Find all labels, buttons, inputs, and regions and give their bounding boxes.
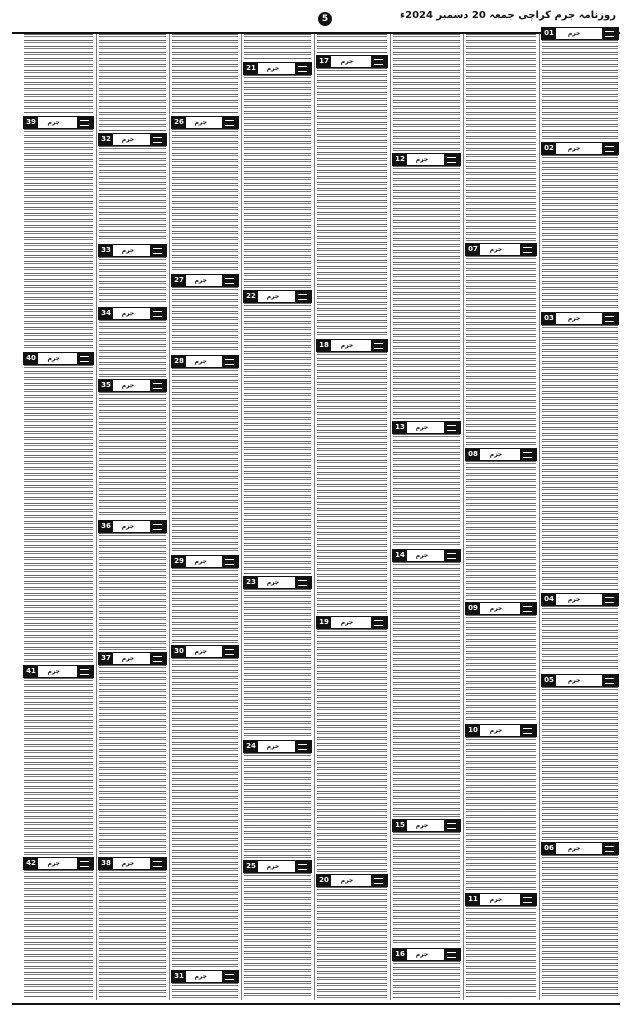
notice-logo-icon [602,313,618,324]
notice-brand-label: جرم [340,342,354,349]
notice-number: 31 [172,971,186,982]
notice-brand-label: جرم [266,743,280,750]
notice-logo-icon [602,594,618,605]
notice-header [465,602,537,615]
notice-text [466,461,536,600]
notice-header [316,55,388,68]
notice-text [542,325,618,591]
notice-header [171,116,239,129]
notice-logo-icon [295,63,311,74]
notice-header [392,421,461,434]
notice-logo-icon [77,117,93,128]
notice-text [244,753,311,858]
notice-number: 15 [393,820,407,831]
classified-column [540,29,620,1000]
notice-header [171,645,239,658]
notice-header [541,27,619,40]
notice-text [393,166,460,419]
notice-logo-icon [520,725,536,736]
notice-text [172,129,238,272]
notice-text [99,533,166,650]
notice-number: 28 [172,356,186,367]
page-number-badge: 5 [318,12,332,26]
notice-text [542,687,618,840]
notice-logo-icon [150,380,166,391]
notice-text [244,589,311,738]
notice-logo-icon [222,356,238,367]
notice-text [172,568,238,643]
notice-header [541,142,619,155]
notice-brand-label: جرم [121,247,135,254]
notice-brand-label: جرم [567,30,581,37]
notice-brand-label: جرم [121,655,135,662]
notice-logo-icon [150,653,166,664]
notice-logo-icon [602,28,618,39]
notice-brand-label: جرم [47,119,60,126]
notice-header [392,153,461,166]
notice-logo-icon [77,666,93,677]
notice-header [243,860,312,873]
notice-brand-label: جرم [121,523,135,530]
notice-header [243,62,312,75]
notice-number: 04 [542,594,556,605]
notice-number: 07 [466,244,480,255]
notice-brand-label: جرم [567,845,581,852]
notice-number: 08 [466,449,480,460]
notice-brand-label: جرم [194,277,207,284]
notice-brand-label: جرم [415,424,429,431]
notice-brand-label: جرم [194,558,207,565]
classified-column [464,34,538,1000]
notice-number: 40 [24,353,38,364]
notice-header [465,243,537,256]
notice-header [392,948,461,961]
notice-header [316,339,388,352]
notice-number: 24 [244,741,258,752]
notice-brand-label: جرم [266,863,280,870]
notice-header [243,740,312,753]
notice-brand-label: جرم [340,877,354,884]
notice-logo-icon [444,550,460,561]
notice-header [98,652,167,665]
notice-logo-icon [444,949,460,960]
notice-logo-icon [222,646,238,657]
notice-header [541,842,619,855]
notice-logo-icon [295,291,311,302]
notice-number: 26 [172,117,186,128]
notice-brand-label: جرم [415,951,429,958]
notice-logo-icon [371,56,387,67]
notice-logo-icon [222,275,238,286]
notice-header [98,133,167,146]
footer-rule [12,1003,620,1005]
notice-logo-icon [150,521,166,532]
notice-text [542,606,618,672]
notice-text [99,146,166,242]
notice-text [99,320,166,377]
notice-header [465,893,537,906]
notice-header [541,674,619,687]
notice-number: 03 [542,313,556,324]
notice-brand-label: جرم [489,451,503,458]
notice-text [317,629,387,872]
notice-text [542,155,618,310]
notice-number: 34 [99,308,113,319]
notice-text [172,983,238,998]
notice-brand-label: جرم [489,246,503,253]
notice-header [98,857,167,870]
notice-number: 14 [393,550,407,561]
notice-text [172,368,238,553]
notice-header [171,355,239,368]
notice-brand-label: جرم [266,293,280,300]
notice-logo-icon [222,971,238,982]
notice-text [172,658,238,968]
notice-number: 01 [542,28,556,39]
notice-brand-label: جرم [194,119,207,126]
notice-header [392,549,461,562]
notice-logo-icon [444,422,460,433]
notice-brand-label: جرم [567,145,581,152]
notice-text [99,665,166,855]
column-divider [169,34,170,1000]
notice-logo-icon [444,820,460,831]
notice-text [24,34,93,114]
notice-header [98,307,167,320]
notice-brand-label: جرم [567,315,581,322]
notice-text [393,562,460,817]
notice-header [541,593,619,606]
notice-brand-label: جرم [47,355,60,362]
notice-header [465,724,537,737]
notice-brand-label: جرم [194,973,207,980]
notice-header [392,819,461,832]
notice-logo-icon [371,875,387,886]
notice-text [317,887,387,998]
notice-logo-icon [602,843,618,854]
notice-brand-label: جرم [340,619,354,626]
notice-number: 09 [466,603,480,614]
notice-text [466,906,536,998]
notice-number: 30 [172,646,186,657]
notice-brand-label: جرم [489,727,503,734]
notice-text [99,392,166,518]
notice-logo-icon [295,577,311,588]
column-divider [241,34,242,1000]
notice-text [466,34,536,241]
notice-header [171,555,239,568]
notice-logo-icon [602,143,618,154]
notice-logo-icon [222,556,238,567]
notice-number: 37 [99,653,113,664]
notice-brand-label: جرم [47,668,60,675]
masthead-title: روزنامہ جرم کراچی جمعہ 20 دسمبر 2024ء [399,10,616,21]
notice-number: 42 [24,858,38,869]
notice-text [24,678,93,855]
notice-brand-label: جرم [121,310,135,317]
notice-number: 19 [317,617,331,628]
notice-text [244,303,311,574]
notice-header [243,576,312,589]
notice-text [172,34,238,114]
classified-column [22,34,95,1000]
notice-logo-icon [150,134,166,145]
notice-logo-icon [520,244,536,255]
notice-logo-icon [371,617,387,628]
notice-brand-label: جرم [567,677,581,684]
notice-number: 20 [317,875,331,886]
notice-number: 38 [99,858,113,869]
notice-text [542,40,618,140]
notice-text [466,737,536,891]
notice-header [98,379,167,392]
notice-brand-label: جرم [489,896,503,903]
notice-text [317,352,387,614]
notice-logo-icon [520,603,536,614]
notice-logo-icon [520,449,536,460]
notice-number: 22 [244,291,258,302]
notice-logo-icon [520,894,536,905]
notice-text [24,870,93,998]
notice-number: 12 [393,154,407,165]
notice-brand-label: جرم [567,596,581,603]
notice-logo-icon [150,245,166,256]
notice-number: 18 [317,340,331,351]
notice-number: 13 [393,422,407,433]
notice-text [317,68,387,337]
notice-text [244,34,311,60]
notice-brand-label: جرم [489,605,503,612]
notice-logo-icon [371,340,387,351]
notice-text [393,34,460,151]
notice-brand-label: جرم [415,156,429,163]
notice-header [243,290,312,303]
notice-brand-label: جرم [194,358,207,365]
notice-number: 39 [24,117,38,128]
notice-text [466,615,536,722]
notice-brand-label: جرم [194,648,207,655]
notice-brand-label: جرم [340,58,354,65]
notice-header [23,352,94,365]
notice-text [466,256,536,446]
notice-text [99,870,166,998]
notice-number: 32 [99,134,113,145]
column-divider [96,34,97,1000]
notice-number: 06 [542,843,556,854]
notice-number: 10 [466,725,480,736]
notice-brand-label: جرم [415,552,429,559]
notice-text [542,855,618,998]
notice-header [541,312,619,325]
classified-column [97,34,168,1000]
notice-logo-icon [444,154,460,165]
notice-header [171,970,239,983]
notice-text [24,129,93,350]
notice-number: 27 [172,275,186,286]
column-divider [463,34,464,1000]
classified-column [391,34,462,1000]
notice-number: 16 [393,949,407,960]
notice-number: 11 [466,894,480,905]
notice-brand-label: جرم [47,860,60,867]
classified-column [242,34,313,1000]
notice-number: 21 [244,63,258,74]
notice-header [23,665,94,678]
notice-header [23,857,94,870]
notice-text [393,832,460,946]
notice-number: 35 [99,380,113,391]
notice-logo-icon [77,353,93,364]
notice-number: 29 [172,556,186,567]
column-divider [539,34,540,1000]
notice-brand-label: جرم [266,579,280,586]
notice-brand-label: جرم [121,382,135,389]
notice-text [99,257,166,305]
notice-brand-label: جرم [415,822,429,829]
notice-number: 36 [99,521,113,532]
notice-header [98,520,167,533]
notice-brand-label: جرم [121,860,135,867]
notice-text [244,873,311,998]
notice-number: 23 [244,577,258,588]
column-divider [390,34,391,1000]
notice-logo-icon [77,858,93,869]
notice-header [465,448,537,461]
column-divider [314,34,315,1000]
notice-header [316,616,388,629]
notice-text [244,75,311,288]
notice-header [23,116,94,129]
notice-logo-icon [150,858,166,869]
classified-column [170,34,240,1000]
notice-text [317,34,387,53]
notice-brand-label: جرم [121,136,135,143]
notice-number: 02 [542,143,556,154]
notice-header [171,274,239,287]
notice-logo-icon [150,308,166,319]
notice-logo-icon [222,117,238,128]
notice-brand-label: جرم [266,65,280,72]
notice-text [172,287,238,353]
classified-column [315,34,389,1000]
notice-logo-icon [295,741,311,752]
notice-logo-icon [602,675,618,686]
notice-header [316,874,388,887]
notice-text [393,434,460,547]
notice-number: 33 [99,245,113,256]
notice-header [98,244,167,257]
masthead [12,8,620,34]
notice-number: 25 [244,861,258,872]
notice-number: 17 [317,56,331,67]
notice-text [393,961,460,998]
notice-text [99,34,166,131]
notice-logo-icon [295,861,311,872]
notice-number: 41 [24,666,38,677]
notice-text [24,365,93,663]
notice-number: 05 [542,675,556,686]
